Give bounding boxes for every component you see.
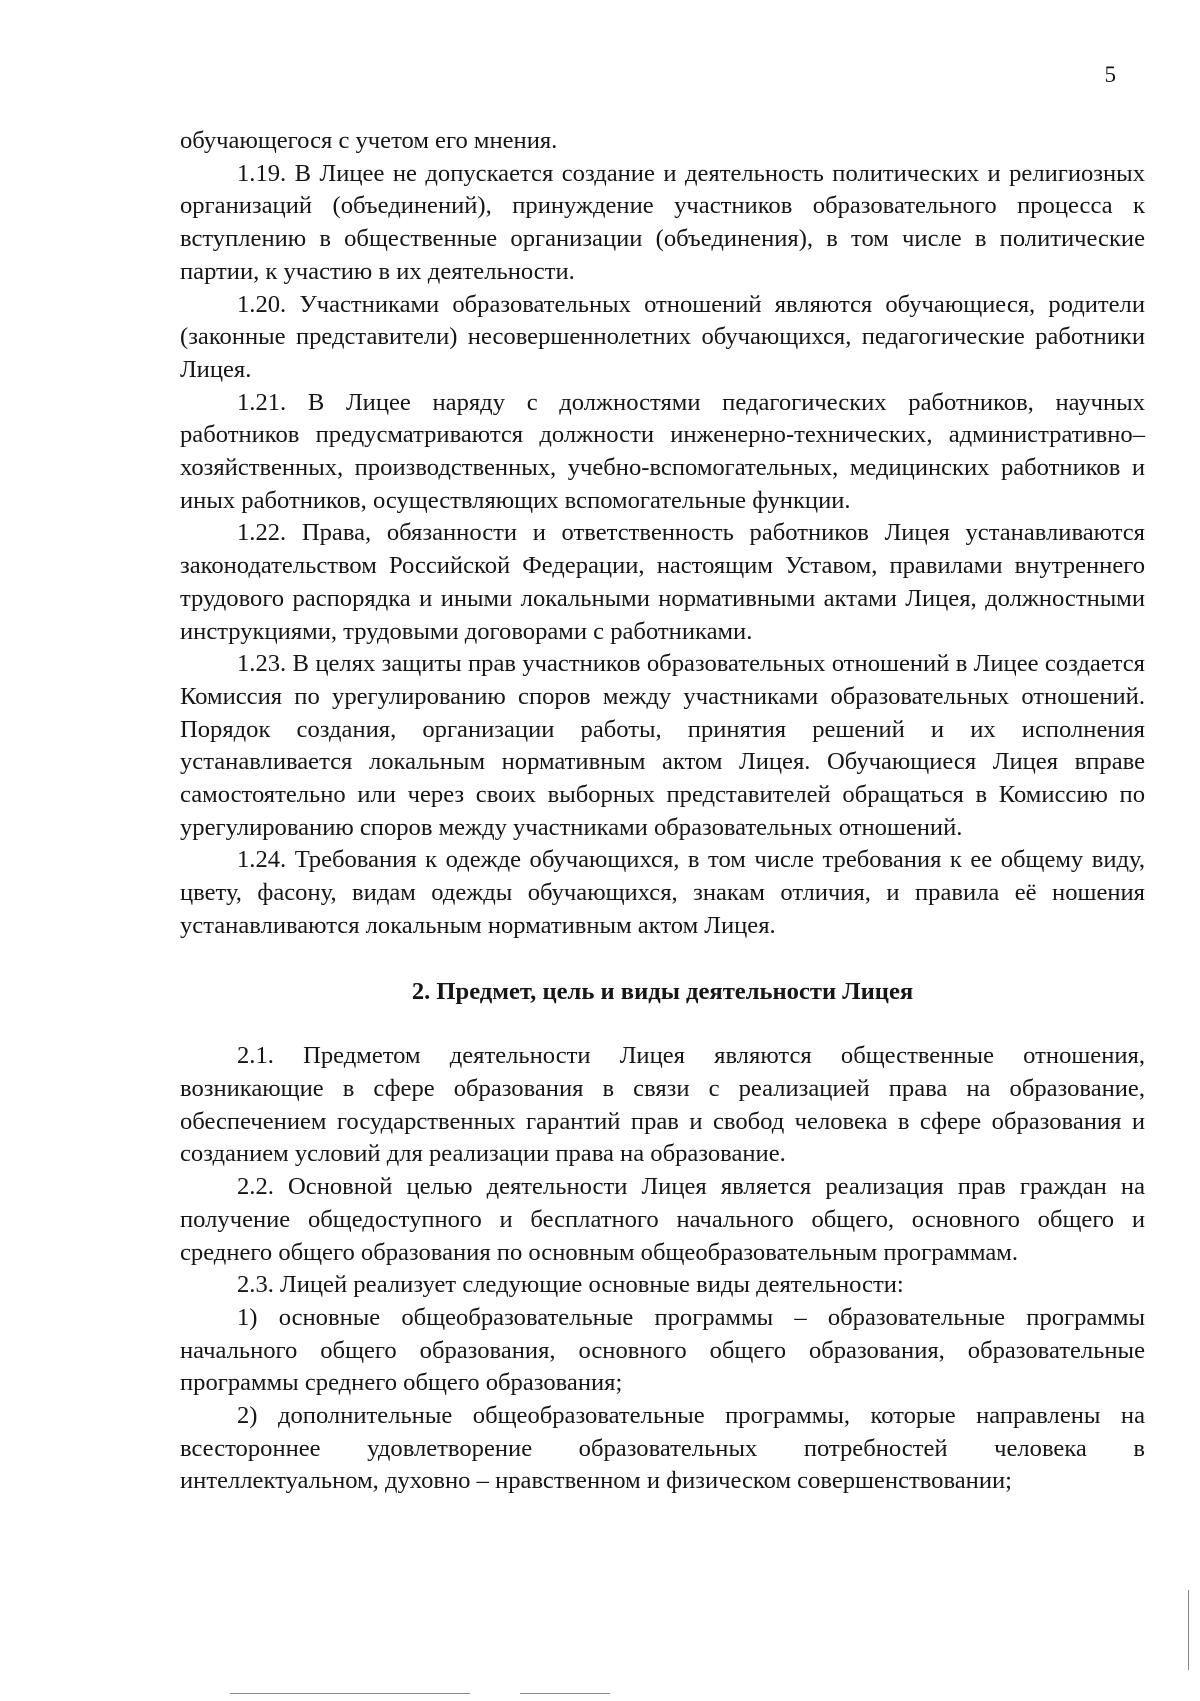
list-item-2: 2) дополнительные общеобразовательные программы, которые направлены на всестороннее удовлетворение образовательных потребностей человека в интеллектуальном, духовно – нравственном и физическом совершенствовании; — [180, 1402, 1145, 1495]
scan-artifact-bottom-line-2 — [520, 1693, 610, 1694]
paragraph-2-1: 2.1. Предметом деятельности Лицея являются общественные отношения, возникающие в сфере образования в связи с реализацией права на образование, обеспечением государственных гарантий прав и свобод человека в сфере образования и созданием условий для реализации права на образование. — [180, 1042, 1145, 1168]
paragraph-continuation: обучающегося с учетом его мнения. — [180, 127, 558, 154]
scan-artifact-bottom-line — [230, 1693, 470, 1694]
paragraph-2-3: 2.3. Лицей реализует следующие основные виды деятельности: — [237, 1271, 904, 1299]
paragraph-1-23: 1.23. В целях защиты прав участников образовательных отношений в Лицее создается Комиссия по урегулированию споров между участниками образовательных отношений. Порядок создания, организации работы, принятия решений и их исполнения устанавливается локальным нормативным актом Лицея. Обучающиеся Лицея вправе самостоятельно или через своих выборных представителей обращаться в Комиссию по урегулированию споров между участниками образовательных отношений. — [180, 650, 1145, 841]
document-body — [180, 125, 1145, 1498]
list-item-1: 1) основные общеобразовательные программы – образовательные программы начального общего образования, основного общего образования, образовательные программы среднего общего образования; — [180, 1303, 1145, 1397]
paragraph-1-22: 1.22. Права, обязанности и ответственность работников Лицея устанавливаются законодательством Российской Федерации, настоящим Уставом, правилами внутреннего трудового распорядка и иными локальными нормативными актами Лицея, должностными инструкциями, трудовыми договорами с работниками. — [180, 519, 1145, 645]
section-title: 2. Предмет, цель и виды деятельности Лицея — [411, 977, 914, 1005]
paragraph-1-20: 1.20. Участниками образовательных отношений являются обучающиеся, родители (законные представители) несовершеннолетних обучающихся, педагогические работники Лицея. — [180, 290, 1145, 383]
page-number: 5 — [1104, 62, 1116, 87]
paragraph-1-19: 1.19. В Лицее не допускается создание и деятельность политических и религиозных организаций (объединений), принуждение участников образовательного процесса к вступлению в общественные организации (объединения), в том числе в политические партии, к участию в их деятельности. — [180, 159, 1145, 285]
scan-artifact-right-line — [1188, 1590, 1189, 1670]
paragraph-1-21: 1.21. В Лицее наряду с должностями педагогических работников, научных работников предусматриваются должности инженерно-технических, административно–хозяйственных, производственных, учебно-вспомогательных, медицинских работников и иных работников, осуществляющих вспомогательные функции. — [180, 388, 1145, 514]
paragraph-1-24: 1.24. Требования к одежде обучающихся, в том числе требования к ее общему виду, цвету, фасону, видам одежды обучающихся, знакам отличия, и правила её ношения устанавливаются локальным нормативным актом Лицея. — [180, 846, 1145, 939]
paragraph-2-2: 2.2. Основной целью деятельности Лицея является реализация прав граждан на получение общедоступного и бесплатного начального общего, основного общего и среднего общего образования по основным общеобразовательным программам. — [180, 1173, 1145, 1266]
